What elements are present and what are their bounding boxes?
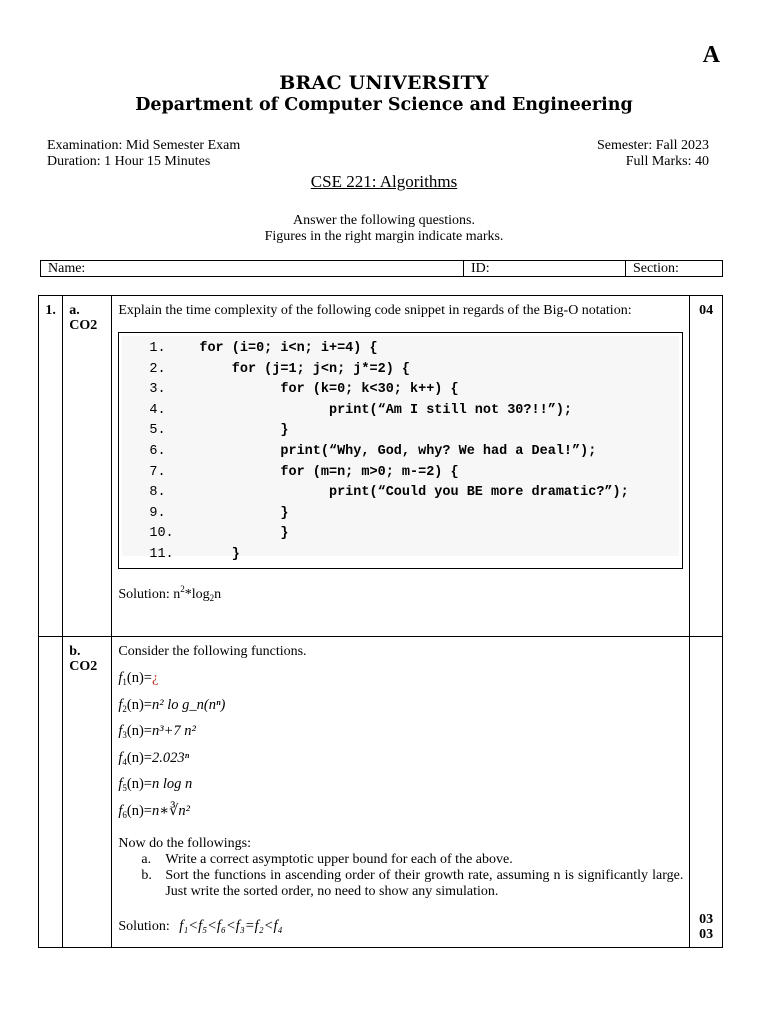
marks-part-a: 03 <box>699 912 714 927</box>
line-number: 4. <box>149 402 166 418</box>
code-text: } <box>199 526 289 542</box>
line-number: 11. <box>149 546 174 562</box>
question-1a-body <box>112 296 690 637</box>
code-text: print(“Am I still not 30?!!”); <box>199 402 573 418</box>
university-name: BRAC UNIVERSITY <box>279 72 489 94</box>
marks-part-b: 03 <box>699 927 714 942</box>
code-line <box>149 545 679 566</box>
code-line <box>149 524 679 545</box>
line-number: 1. <box>149 341 166 356</box>
code-snippet <box>122 336 679 562</box>
line-number: 3. <box>149 382 166 398</box>
tasks-heading: Now do the followings: <box>118 836 251 851</box>
code-text: for (k=0; k<30; k++) { <box>199 382 459 398</box>
task-item-b: b. Sort the functions in ascending order of their growth rate, assuming n is significantly large. Just write the sorted order, no need to show any simulation. <box>141 868 684 899</box>
code-line <box>149 463 679 484</box>
semester-label: Semester: Fall 2023 <box>597 138 709 153</box>
instructions <box>0 213 768 245</box>
question-1b-prompt: Consider the following functions. <box>118 644 307 659</box>
question-number: 1. <box>39 296 63 637</box>
sorted-order: f₁<f₅<f₆<f₃=f₂<f₄ <box>179 918 283 934</box>
code-line <box>149 360 679 381</box>
code-text: print(“Why, God, why? We had a Deal!”); <box>199 443 597 459</box>
code-line <box>149 483 679 504</box>
exam-info-left <box>47 138 240 170</box>
instruction-line-1: Answer the following questions. <box>293 213 475 228</box>
code-line <box>149 339 679 360</box>
code-text: } <box>199 423 289 439</box>
name-field[interactable]: Name: <box>41 261 464 276</box>
function-definition: $f_2(n)=n^2$ lo g_n(nⁿ) <box>118 696 226 714</box>
task-item-a: a. Write a correct asymptotic upper bound for each of the above. <box>141 852 513 867</box>
code-text: for (m=n; m>0; m-=2) { <box>199 464 459 480</box>
code-line <box>149 401 679 422</box>
function-definition: $f_5(n)=n$ log n <box>118 776 193 793</box>
line-number: 2. <box>149 361 166 377</box>
question-1a-marks: 04 <box>690 296 723 637</box>
code-text: for (i=0; i<n; i+=4) { <box>199 341 378 356</box>
line-number: 7. <box>149 464 166 480</box>
code-line <box>149 442 679 463</box>
question-1a-solution: Solution: $n^2*\log_2n$ <box>118 584 222 603</box>
part-label: a. <box>69 303 80 318</box>
task-list <box>118 852 683 900</box>
full-marks-label: Full Marks: 40 <box>625 154 709 169</box>
code-line <box>149 421 679 442</box>
question-1b-marks <box>690 637 723 948</box>
function-list <box>118 667 683 826</box>
co-label: CO2 <box>69 659 98 674</box>
examination-label: Examination: Mid Semester Exam <box>47 138 241 153</box>
section-field[interactable]: Section: <box>633 261 679 276</box>
line-number: 6. <box>149 443 166 459</box>
exam-set-letter: A <box>702 42 720 68</box>
department-name: Department of Computer Science and Engineering <box>135 95 633 115</box>
line-number: 10. <box>149 526 174 542</box>
code-text: } <box>199 505 289 521</box>
question-1b-solution: Solution: f₁<f₅<f₆<f₃=f₂<f₄ <box>118 918 283 934</box>
question-1a-part <box>63 296 112 637</box>
duration-label: Duration: 1 Hour 15 Minutes <box>47 154 211 169</box>
question-1b-part <box>63 637 112 948</box>
code-text: } <box>199 546 240 562</box>
question-1b-body <box>112 637 690 948</box>
function-definition: $f_1(n)=¿$ <box>118 670 159 687</box>
code-line <box>149 380 679 401</box>
code-snippet-box <box>118 332 683 569</box>
function-definition: $f_3(n)=n^3+7$ n² <box>118 723 196 740</box>
line-number: 5. <box>149 423 166 439</box>
question-1b-row <box>39 637 723 948</box>
course-title: CSE 221: Algorithms <box>310 172 458 191</box>
question-1a-row <box>39 296 723 637</box>
line-number: 8. <box>149 485 166 501</box>
student-info-bar <box>40 260 723 277</box>
exam-info-right <box>597 138 709 170</box>
question-1a-prompt: Explain the time complexity of the following code snippet in regards of the Big-O notation: <box>118 303 632 318</box>
code-text: print(“Could you BE more dramatic?”); <box>199 485 629 501</box>
id-field[interactable]: ID: <box>464 261 626 276</box>
code-line <box>149 504 679 525</box>
line-number: 9. <box>149 505 166 521</box>
function-definition: $f_6(n)=n∗∛n^2$ <box>118 802 190 820</box>
co-label: CO2 <box>69 318 98 333</box>
instruction-line-2: Figures in the right margin indicate marks. <box>264 229 504 244</box>
question-table <box>38 295 723 948</box>
code-text: for (j=1; j<n; j*=2) { <box>199 361 410 377</box>
part-label: b. <box>69 644 81 659</box>
function-definition: $f_4(n)=2.023^n$ <box>118 749 190 767</box>
